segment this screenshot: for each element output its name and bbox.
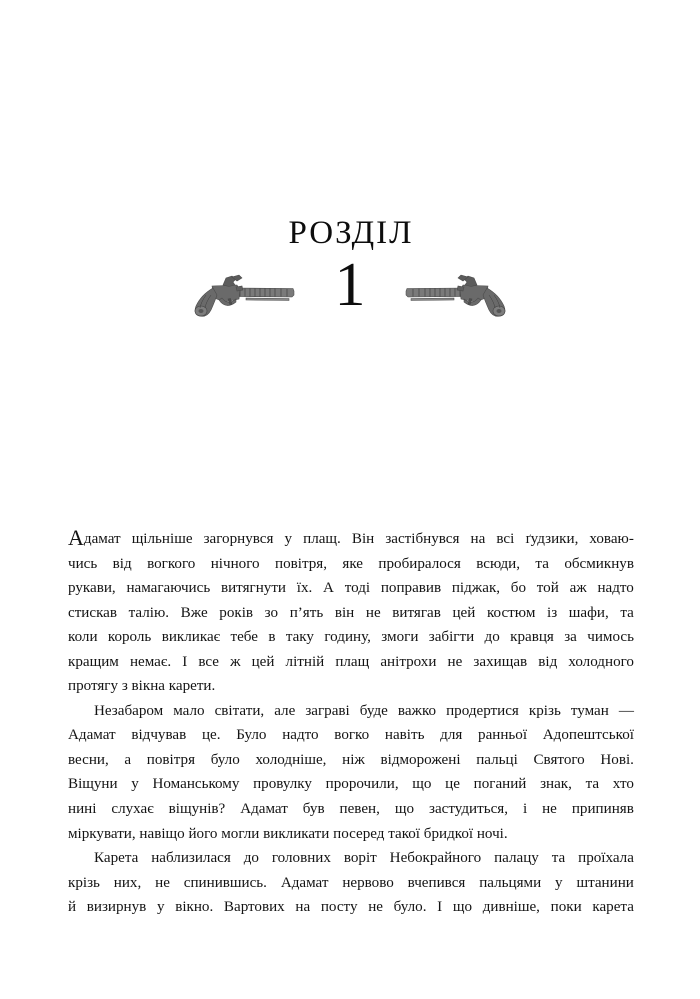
text-word: вогко xyxy=(334,727,370,744)
text-word: застібнувся xyxy=(385,531,460,547)
text-word: весни, xyxy=(68,751,109,768)
text-word: посту xyxy=(320,899,358,916)
text-word: застудиться, xyxy=(428,801,508,818)
text-word: слухає xyxy=(111,801,154,818)
text-word: піджак, xyxy=(451,580,501,597)
text-word: коли xyxy=(68,629,98,646)
text-word: був xyxy=(302,801,325,818)
text-word: немає. xyxy=(129,653,172,670)
text-line xyxy=(68,797,634,822)
text-word: яке xyxy=(342,555,364,572)
text-word: це. xyxy=(201,727,221,744)
text-word: певен, xyxy=(339,801,380,818)
text-word: не xyxy=(368,899,383,916)
flintlock-pistol-icon-right xyxy=(404,273,514,319)
flintlock-pistol-icon-left xyxy=(186,273,296,319)
text-word: Адопештської xyxy=(542,727,634,744)
text-word: Віщуни xyxy=(68,776,118,793)
text-word: А xyxy=(323,580,334,597)
text-word: крізь xyxy=(68,874,100,891)
text-word: витягав xyxy=(392,604,441,621)
text-line xyxy=(68,871,634,896)
text-word: Він xyxy=(351,531,375,547)
text-line xyxy=(94,846,634,871)
text-word: Адамат xyxy=(240,801,288,818)
text-word: спинившись. xyxy=(183,874,267,891)
text-line xyxy=(68,895,634,920)
text-word: чимось xyxy=(587,629,634,646)
text-word: все xyxy=(198,653,219,670)
text-word: на xyxy=(295,899,311,916)
text-word: років xyxy=(219,604,254,621)
text-word: але xyxy=(274,702,296,719)
text-word: холодніше, xyxy=(255,751,327,768)
text-word: захищав xyxy=(473,653,528,670)
text-word: у xyxy=(131,776,139,793)
text-word: тоді xyxy=(344,580,371,597)
text-word: та xyxy=(535,555,549,572)
text-word: не xyxy=(447,653,463,670)
text-word: Номанському xyxy=(152,776,240,793)
text-word: їх. xyxy=(296,580,313,597)
text-word: у xyxy=(284,531,293,547)
text-word: вчепився xyxy=(407,874,466,891)
text-word: у xyxy=(555,874,563,891)
text-line xyxy=(68,772,634,797)
text-word: Адамат xyxy=(280,874,329,891)
chapter-heading xyxy=(0,213,700,328)
text-word: не xyxy=(542,801,557,818)
text-word: що xyxy=(412,776,432,793)
text-word: нічного xyxy=(210,555,260,572)
text-word: продертися xyxy=(446,702,519,719)
text-word: викликає xyxy=(161,629,221,646)
text-line xyxy=(68,625,634,650)
text-word: мало xyxy=(173,702,205,719)
text-word: визирнув xyxy=(86,899,147,916)
text-word: холодного xyxy=(568,653,634,670)
text-word: карета xyxy=(592,899,634,916)
text-word: пробиралося xyxy=(378,555,461,572)
text-word: та xyxy=(620,604,634,621)
text-word: Вартових xyxy=(223,899,285,916)
text-word: костюм xyxy=(486,604,536,621)
text-word: стискав xyxy=(68,604,118,621)
text-word: нині xyxy=(68,801,97,818)
text-line xyxy=(68,723,634,748)
text-line xyxy=(68,650,634,675)
text-word: із xyxy=(547,604,558,621)
chapter-label: РОЗДІЛ xyxy=(288,215,414,251)
drop-cap: А xyxy=(68,525,84,550)
text-word: та xyxy=(551,850,566,867)
text-word: таку xyxy=(285,629,314,646)
text-word: — xyxy=(618,702,634,719)
text-word: припиняв xyxy=(571,801,634,818)
text-word: ранньої xyxy=(478,727,528,744)
text-word: та xyxy=(585,776,600,793)
text-word: тебе xyxy=(230,629,258,646)
text-word: хто xyxy=(612,776,634,793)
text-word: Незабаром xyxy=(94,702,164,719)
chapter-body-text xyxy=(68,527,634,920)
text-word: надто xyxy=(597,580,634,597)
text-word: ховаю- xyxy=(589,531,634,547)
text-word: й xyxy=(68,899,77,916)
text-word: Небокрайного xyxy=(389,850,482,867)
text-word: штанини xyxy=(576,874,634,891)
text-word: них, xyxy=(113,874,142,891)
text-word: не xyxy=(155,874,170,891)
text-word: талію. xyxy=(128,604,170,621)
text-word: цей xyxy=(452,604,476,621)
text-word: всюди, xyxy=(476,555,521,572)
text-word: головних xyxy=(271,850,331,867)
text-word: анітрохи xyxy=(380,653,437,670)
text-word: для xyxy=(440,727,463,744)
text-word: аж xyxy=(569,580,587,597)
text-word: ж xyxy=(230,653,241,670)
text-line xyxy=(68,527,634,552)
text-word: палацу xyxy=(494,850,539,867)
text-word: Було xyxy=(236,727,267,744)
text-word: заграві xyxy=(305,702,350,719)
text-word: воріт xyxy=(343,850,377,867)
text-word: пальцями xyxy=(479,874,542,891)
text-word: поки xyxy=(550,899,582,916)
text-word: було xyxy=(210,751,240,768)
text-word: той xyxy=(536,580,559,597)
text-word: бо xyxy=(510,580,527,597)
text-word: від xyxy=(112,555,132,572)
text-word: поправив xyxy=(380,580,442,597)
text-word: вогкого xyxy=(147,555,196,572)
text-word: змоги xyxy=(381,629,419,646)
text-word: надто xyxy=(282,727,319,744)
text-word: король xyxy=(107,629,152,646)
text-word: плащ xyxy=(335,653,370,670)
text-line: протягу з вікна карети. xyxy=(68,678,216,695)
text-word: забігти xyxy=(428,629,475,646)
text-word: Адамат xyxy=(68,525,121,550)
text-word: знак, xyxy=(540,776,572,793)
text-word: Вже xyxy=(180,604,208,621)
text-word: кравця xyxy=(510,629,554,646)
text-word: ніж xyxy=(342,751,365,768)
text-word: пальці xyxy=(476,751,518,768)
text-word: що xyxy=(394,801,415,818)
text-word: за xyxy=(564,629,577,646)
text-word: на xyxy=(470,531,486,547)
text-word: І xyxy=(182,653,188,670)
text-word: загорнувся xyxy=(203,531,274,547)
text-word: п’ять xyxy=(289,604,324,621)
text-word: Адамат xyxy=(68,727,116,744)
text-word: Святого xyxy=(533,751,585,768)
text-word: дивніше, xyxy=(482,899,540,916)
text-line: міркувати, навіщо його могли викликати посеред такої бридкої ночі. xyxy=(68,825,508,842)
text-word: крізь xyxy=(528,702,561,719)
text-word: Нові. xyxy=(600,751,634,768)
text-word: відчував xyxy=(131,727,187,744)
text-word: а xyxy=(124,751,132,768)
text-word: І xyxy=(437,899,443,916)
text-word: до xyxy=(484,629,500,646)
text-word: буде xyxy=(359,702,388,719)
text-line xyxy=(68,748,634,773)
text-word: повітря, xyxy=(275,555,327,572)
text-word: чись xyxy=(68,555,98,572)
text-line xyxy=(94,699,634,724)
text-word: наблизилася xyxy=(151,850,231,867)
text-word: від xyxy=(538,653,558,670)
text-word: навіть xyxy=(384,727,425,744)
text-word: цей xyxy=(251,653,275,670)
text-word: намагаючись xyxy=(126,580,211,597)
text-word: обсмикнув xyxy=(564,555,634,572)
text-word: до xyxy=(243,850,259,867)
text-word: віщунів? xyxy=(168,801,226,818)
text-word: і xyxy=(522,801,528,818)
text-word: Карета xyxy=(94,850,139,867)
text-word: відморожені xyxy=(380,751,461,768)
text-line xyxy=(68,601,634,626)
text-word: годину, xyxy=(324,629,371,646)
text-word: щільніше xyxy=(131,531,193,547)
text-word: кращим xyxy=(68,653,119,670)
text-word: поганий xyxy=(473,776,527,793)
text-word: всі xyxy=(496,531,515,547)
text-word: пророчили, xyxy=(325,776,399,793)
text-word: в xyxy=(268,629,276,646)
text-word: він xyxy=(334,604,355,621)
text-word: літній xyxy=(285,653,325,670)
text-word: плащ. xyxy=(303,531,341,547)
text-word: зо xyxy=(264,604,279,621)
text-word: не xyxy=(365,604,381,621)
text-word: витягнути xyxy=(220,580,287,597)
text-word: важко xyxy=(397,702,437,719)
text-line xyxy=(68,576,634,601)
text-word: було. xyxy=(393,899,427,916)
chapter-number: 1 xyxy=(334,251,366,319)
text-word: ґудзики, xyxy=(525,531,579,547)
text-word: проїхала xyxy=(578,850,634,867)
text-word: вікно. xyxy=(175,899,214,916)
text-word: нервово xyxy=(342,874,394,891)
text-word: туман xyxy=(570,702,609,719)
text-word: рукави, xyxy=(68,580,116,597)
text-line xyxy=(68,552,634,577)
text-word: що xyxy=(452,899,473,916)
text-word: повітря xyxy=(146,751,196,768)
text-word: у xyxy=(156,899,165,916)
text-word: світати, xyxy=(214,702,265,719)
text-word: провулку xyxy=(253,776,312,793)
text-word: шафи, xyxy=(568,604,609,621)
text-word: це xyxy=(445,776,460,793)
